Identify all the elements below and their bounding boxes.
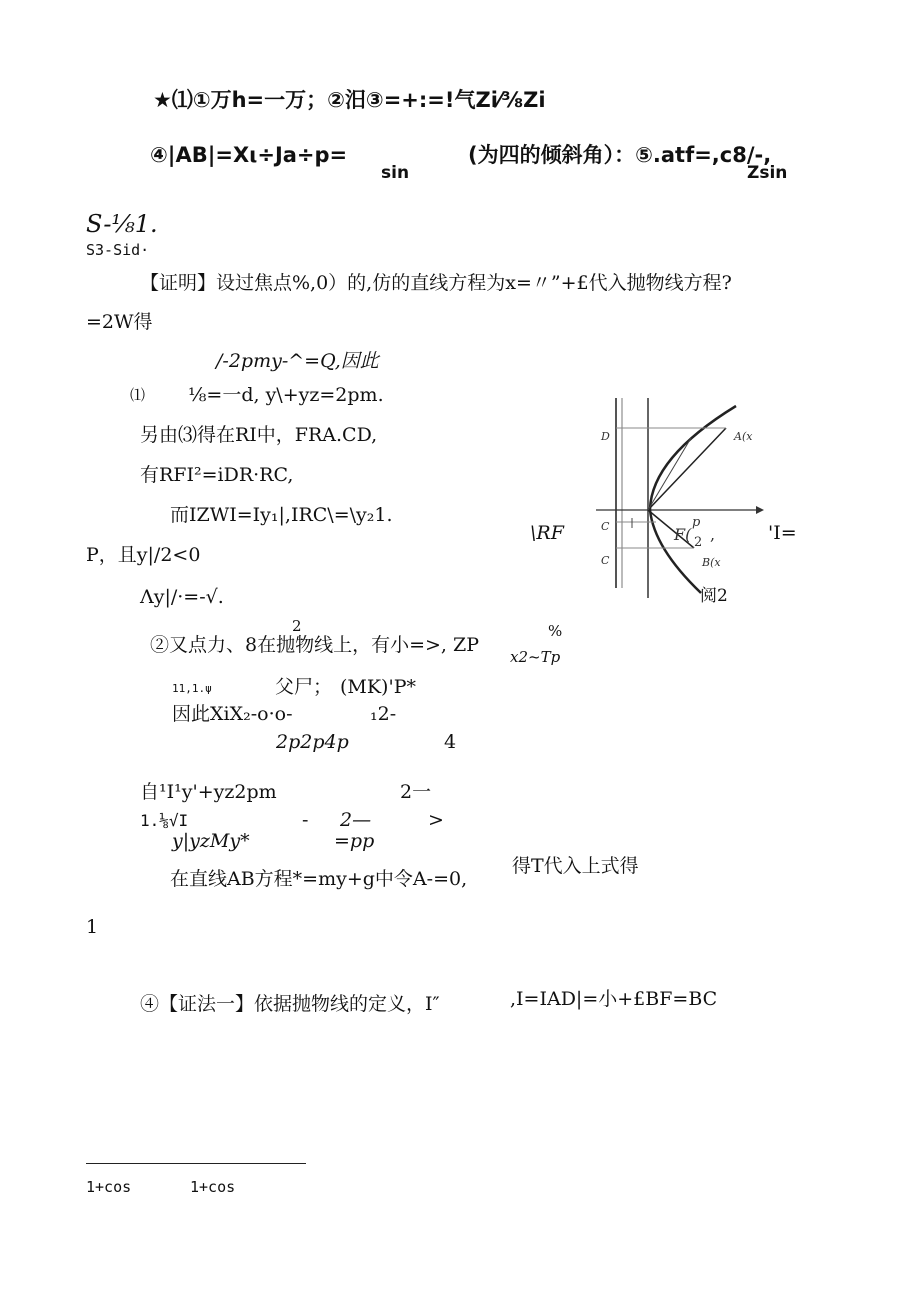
label-p: p xyxy=(692,515,701,530)
line-ab: 在直线AB方程*=my+g中令A-=0, xyxy=(170,868,468,890)
item-4-text: ④【证法一】依据抛物线的定义，I″ xyxy=(140,993,440,1015)
pp-text: =pp xyxy=(334,830,375,852)
gt-mark: > xyxy=(428,809,444,831)
proof-statement: 【证明】设过焦点%,0）的,仿的直线方程为x=〃”+£代入抛物线方程? xyxy=(140,272,732,294)
connect-line xyxy=(648,438,691,510)
footnote-rule xyxy=(86,1163,306,1164)
fraction-2b: 2— xyxy=(340,809,372,831)
line-rt: 另由⑶得在RI中，FRA.CD, xyxy=(140,424,378,446)
label-d: D xyxy=(601,430,610,443)
item-4-continued: ,I=IAD|=小+£BF=BC xyxy=(510,988,718,1010)
ymy-line: y|yzMy* xyxy=(172,830,250,852)
superscript-2: 2 xyxy=(292,617,302,635)
sub-12: ₁2- xyxy=(370,703,397,725)
formula-line-2a: ④|AB|=Xι÷Ja÷p= xyxy=(150,143,348,167)
zi-line: 自¹I¹y'+yz2pm xyxy=(140,781,277,803)
formula-zsin: Zsin xyxy=(747,163,788,183)
focal-chord-a xyxy=(648,428,726,510)
footer-left: 1+cos xyxy=(86,1178,132,1196)
footer-right: 1+cos xyxy=(190,1178,236,1196)
s3-line: S3-Sid· xyxy=(86,241,150,259)
parabola-diagram xyxy=(596,398,766,608)
dash-mark: - xyxy=(302,809,309,831)
formula-sin: sin xyxy=(381,163,410,183)
formula-line-2b: (为四的倾斜角）：⑤.atf=,c8/-, xyxy=(468,143,772,167)
parabola-figure xyxy=(596,398,766,608)
line-de: 得T代入上式得 xyxy=(512,855,639,877)
line-lambda: Λy|/·=-√. xyxy=(140,586,224,608)
line-izwi: 而IZWI=Iy₁|,IRC\=\y₂1. xyxy=(170,504,393,526)
small-11: 11,1.ψ xyxy=(172,682,212,695)
x2-tp: x2~Tp xyxy=(510,648,561,666)
yinci-line: 因此XiX₂-o·o- xyxy=(172,703,293,725)
item-2-text: ②又点力、8在抛物线上，有小=>, ZP xyxy=(150,634,479,656)
label-c: C xyxy=(601,520,610,533)
i-equals: 'I= xyxy=(768,522,797,544)
x-axis-arrow xyxy=(756,506,764,514)
w-line: =2W得 xyxy=(86,311,153,333)
fraction-2: 2一 xyxy=(400,781,432,803)
line-18: 1.⅛√I xyxy=(140,811,189,830)
mk-text: (MK)'P* xyxy=(340,676,416,698)
label-a: A(x xyxy=(734,430,753,443)
line-p: P，且y|/2<0 xyxy=(86,544,201,566)
equation-1: /-2pmy-^=Q,因此 xyxy=(216,350,379,372)
percent-mark: % xyxy=(548,622,563,640)
item-1-number: ⑴ xyxy=(130,386,146,404)
label-c-2: C xyxy=(601,554,610,567)
fraction-denominator: 2p2p4p xyxy=(276,731,349,753)
label-comma: , xyxy=(710,525,716,544)
figure-caption: 阅2 xyxy=(700,586,728,606)
fu-text: 父尸； xyxy=(275,676,333,698)
parabola-curve xyxy=(650,406,736,593)
rf-fragment: \RF xyxy=(530,522,564,544)
label-b: B(x xyxy=(702,556,721,569)
label-f: F( xyxy=(674,525,692,544)
s-line: S-⅛1. xyxy=(86,210,158,238)
number-1: 1 xyxy=(86,916,99,938)
formula-line-1: ★⑴①万h=一万；②汨③=+:=!气Zi⁄⅜Zi xyxy=(153,88,546,112)
number-4: 4 xyxy=(444,731,457,753)
item-1-text: ⅛=一d, y\+yz=2pm. xyxy=(188,384,384,406)
label-2: 2 xyxy=(694,535,703,550)
line-rf: 有RFI²=iDR·RC, xyxy=(140,464,294,486)
